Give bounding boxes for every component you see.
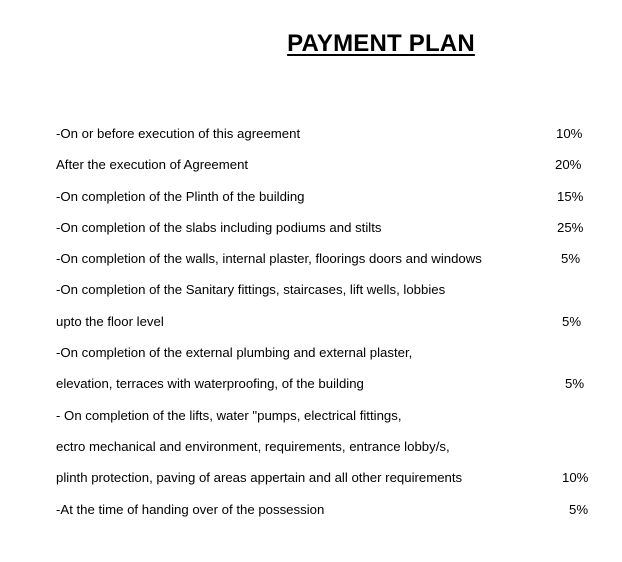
- payment-row: [0, 343, 622, 374]
- payment-row: [0, 406, 622, 437]
- payment-row: [0, 124, 622, 155]
- payment-stage-text: -On completion of the external plumbing and external plaster,: [56, 345, 413, 361]
- payment-plan-list: [0, 124, 622, 531]
- payment-percentage: 10%: [556, 126, 583, 141]
- page-title: [0, 30, 622, 58]
- payment-stage-text: -At the time of handing over of the possession: [56, 501, 325, 517]
- payment-row: [0, 280, 622, 311]
- payment-row: [0, 155, 622, 186]
- payment-row: [0, 218, 622, 249]
- payment-percentage: 20%: [555, 157, 582, 173]
- payment-percentage: 5%: [562, 313, 582, 329]
- payment-stage-text: -On completion of the Sanitary fittings, staircases, lift wells, lobbies: [56, 282, 446, 298]
- payment-stage-text: After the execution of Agreement: [56, 157, 249, 173]
- payment-stage-text: -On completion of the slabs including podiums and stilts: [56, 219, 382, 235]
- payment-percentage: 5%: [569, 501, 589, 517]
- payment-stage-text: plinth protection, paving of areas appertain and all other requirements: [56, 470, 463, 486]
- payment-stage-text: -On or before execution of this agreement: [56, 126, 301, 141]
- payment-percentage: 25%: [557, 219, 584, 235]
- payment-row: [0, 374, 622, 405]
- payment-percentage: 5%: [561, 251, 581, 267]
- payment-percentage: 10%: [562, 470, 589, 486]
- payment-row: [0, 437, 622, 468]
- payment-stage-text: - On completion of the lifts, water "pumps, electrical fittings,: [56, 407, 402, 423]
- payment-percentage: 15%: [557, 188, 584, 204]
- payment-stage-text: elevation, terraces with waterproofing, of the building: [56, 376, 364, 392]
- payment-row: [0, 312, 622, 343]
- payment-row: [0, 468, 622, 499]
- payment-stage-text: upto the floor level: [56, 313, 164, 329]
- payment-row: [0, 187, 622, 218]
- payment-percentage: 5%: [565, 376, 585, 392]
- page-title-text: PAYMENT PLAN: [287, 30, 475, 57]
- payment-stage-text: -On completion of the walls, internal plaster, floorings doors and windows: [56, 251, 482, 267]
- payment-stage-text: -On completion of the Plinth of the building: [56, 188, 305, 204]
- payment-row: [0, 500, 622, 531]
- payment-stage-text: ectro mechanical and environment, requirements, entrance lobby/s,: [56, 438, 450, 454]
- payment-row: [0, 249, 622, 280]
